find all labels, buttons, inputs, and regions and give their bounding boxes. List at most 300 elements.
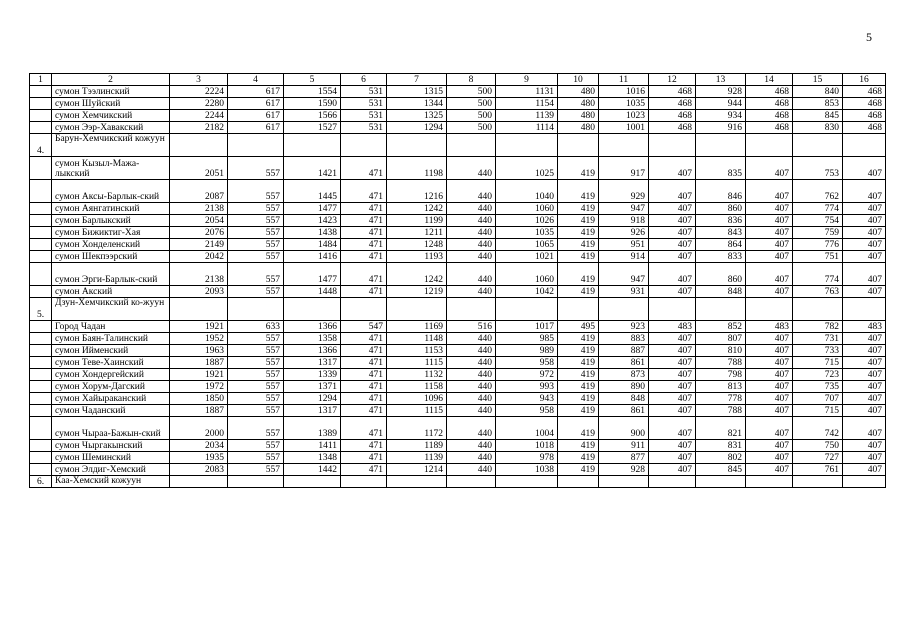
- table-cell: 947: [599, 203, 649, 215]
- table-cell: 1935: [170, 452, 228, 464]
- table-cell: 407: [746, 393, 793, 405]
- table-cell: 900: [599, 417, 649, 440]
- section-number: 4.: [30, 134, 52, 157]
- table-cell: 1018: [496, 440, 558, 452]
- table-cell: 557: [228, 405, 284, 417]
- table-cell: 419: [558, 239, 599, 251]
- table-cell: 1484: [284, 239, 341, 251]
- table-cell: [558, 298, 599, 321]
- row-label: сумон Хонделенский: [52, 239, 170, 251]
- table-cell: 1248: [387, 239, 447, 251]
- table-cell: 419: [558, 215, 599, 227]
- table-cell: 707: [793, 393, 843, 405]
- table-cell: [843, 298, 886, 321]
- table-cell: 1148: [387, 333, 447, 345]
- table-cell: [284, 134, 341, 157]
- table-cell: 873: [599, 369, 649, 381]
- table-cell: 1527: [284, 122, 341, 134]
- table-cell: 480: [558, 86, 599, 98]
- row-number: [30, 381, 52, 393]
- table-cell: 1060: [496, 263, 558, 286]
- page-number: 5: [866, 30, 872, 44]
- table-cell: 471: [341, 357, 387, 369]
- row-label: сумон Акский: [52, 286, 170, 298]
- table-cell: 419: [558, 417, 599, 440]
- table-cell: 440: [447, 417, 496, 440]
- row-label: сумон Аянгатинский: [52, 203, 170, 215]
- table-row: [30, 369, 886, 381]
- table-cell: 958: [496, 357, 558, 369]
- section-title: Дзун-Хемчикский ко-жуун: [52, 298, 170, 321]
- row-number: [30, 203, 52, 215]
- table-cell: 1554: [284, 86, 341, 98]
- column-number-2: 2: [52, 74, 170, 86]
- table-cell: 407: [649, 203, 696, 215]
- table-cell: 557: [228, 369, 284, 381]
- table-cell: [496, 134, 558, 157]
- row-label: сумон Аксы-Барлык-ский: [52, 180, 170, 203]
- table-row: [30, 333, 886, 345]
- table-cell: 419: [558, 405, 599, 417]
- table-cell: 951: [599, 239, 649, 251]
- table-cell: 1963: [170, 345, 228, 357]
- section-number: 6.: [30, 476, 52, 488]
- table-cell: 861: [599, 357, 649, 369]
- table-cell: 1590: [284, 98, 341, 110]
- table-cell: 835: [696, 157, 746, 180]
- table-cell: 798: [696, 369, 746, 381]
- column-number-1: 1: [30, 74, 52, 86]
- table-cell: 958: [496, 405, 558, 417]
- table-cell: 759: [793, 227, 843, 239]
- table-cell: [170, 476, 228, 488]
- table-cell: 407: [746, 357, 793, 369]
- table-row: [30, 464, 886, 476]
- table-cell: [228, 298, 284, 321]
- table-cell: 788: [696, 405, 746, 417]
- table-cell: 407: [649, 333, 696, 345]
- table-cell: 407: [843, 203, 886, 215]
- table-row: [30, 227, 886, 239]
- table-cell: 440: [447, 345, 496, 357]
- table-cell: 1411: [284, 440, 341, 452]
- table-cell: 468: [746, 86, 793, 98]
- table-cell: 813: [696, 381, 746, 393]
- table-cell: 407: [843, 417, 886, 440]
- table-cell: 1131: [496, 86, 558, 98]
- table-row: [30, 110, 886, 122]
- table-cell: 407: [746, 215, 793, 227]
- table-cell: 735: [793, 381, 843, 393]
- table-cell: 471: [341, 405, 387, 417]
- table-cell: 419: [558, 464, 599, 476]
- column-number-14: 14: [746, 74, 793, 86]
- row-number: [30, 369, 52, 381]
- table-cell: 911: [599, 440, 649, 452]
- table-cell: 861: [599, 405, 649, 417]
- table-cell: 1442: [284, 464, 341, 476]
- table-cell: 557: [228, 227, 284, 239]
- table-cell: 1921: [170, 321, 228, 333]
- table-cell: 407: [649, 357, 696, 369]
- table-cell: 1358: [284, 333, 341, 345]
- table-cell: 754: [793, 215, 843, 227]
- table-cell: 1017: [496, 321, 558, 333]
- table-cell: 1016: [599, 86, 649, 98]
- table-cell: [284, 476, 341, 488]
- table-cell: 1001: [599, 122, 649, 134]
- table-cell: [341, 476, 387, 488]
- table-cell: 407: [746, 440, 793, 452]
- table-cell: 1423: [284, 215, 341, 227]
- table-cell: 715: [793, 357, 843, 369]
- row-number: [30, 251, 52, 263]
- row-number: [30, 86, 52, 98]
- table-cell: 407: [649, 286, 696, 298]
- table-cell: 471: [341, 333, 387, 345]
- table-cell: 547: [341, 321, 387, 333]
- table-cell: [696, 134, 746, 157]
- table-cell: 407: [746, 369, 793, 381]
- table-cell: 407: [746, 180, 793, 203]
- table-cell: 407: [746, 227, 793, 239]
- table-cell: 1035: [599, 98, 649, 110]
- column-number-5: 5: [284, 74, 341, 86]
- table-cell: 1189: [387, 440, 447, 452]
- table-cell: 1339: [284, 369, 341, 381]
- table-cell: 1139: [387, 452, 447, 464]
- table-cell: 407: [843, 251, 886, 263]
- table-cell: 407: [843, 464, 886, 476]
- table-cell: 1421: [284, 157, 341, 180]
- table-cell: 500: [447, 98, 496, 110]
- table-cell: 843: [696, 227, 746, 239]
- table-cell: 407: [843, 440, 886, 452]
- column-number-12: 12: [649, 74, 696, 86]
- table-cell: [696, 476, 746, 488]
- table-cell: 1416: [284, 251, 341, 263]
- table-cell: 407: [746, 286, 793, 298]
- table-cell: 557: [228, 251, 284, 263]
- table-cell: 989: [496, 345, 558, 357]
- table-cell: 1023: [599, 110, 649, 122]
- table-cell: 1199: [387, 215, 447, 227]
- table-cell: 419: [558, 251, 599, 263]
- table-cell: 751: [793, 251, 843, 263]
- table-cell: [599, 476, 649, 488]
- table-cell: 471: [341, 452, 387, 464]
- table-cell: 557: [228, 180, 284, 203]
- table-cell: 407: [843, 345, 886, 357]
- column-number-7: 7: [387, 74, 447, 86]
- section-title: Каа-Хемский кожуун: [52, 476, 170, 488]
- row-number: [30, 215, 52, 227]
- table-cell: 918: [599, 215, 649, 227]
- table-row: [30, 98, 886, 110]
- table-cell: 883: [599, 333, 649, 345]
- table-cell: 471: [341, 286, 387, 298]
- section-row: [30, 476, 886, 488]
- table-cell: 1021: [496, 251, 558, 263]
- table-cell: 440: [447, 180, 496, 203]
- table-row: [30, 286, 886, 298]
- table-cell: 440: [447, 157, 496, 180]
- table-cell: 1193: [387, 251, 447, 263]
- table-cell: [696, 298, 746, 321]
- row-number: [30, 333, 52, 345]
- table-cell: 715: [793, 405, 843, 417]
- table-cell: 407: [843, 263, 886, 286]
- table-cell: 1114: [496, 122, 558, 134]
- table-row: [30, 239, 886, 251]
- table-cell: 471: [341, 417, 387, 440]
- table-cell: [228, 134, 284, 157]
- table-cell: 731: [793, 333, 843, 345]
- table-cell: 836: [696, 215, 746, 227]
- table-cell: 1004: [496, 417, 558, 440]
- column-number-8: 8: [447, 74, 496, 86]
- table-cell: 2280: [170, 98, 228, 110]
- row-number: [30, 464, 52, 476]
- table-cell: 407: [843, 333, 886, 345]
- table-cell: 2093: [170, 286, 228, 298]
- row-label: сумон Барлыкский: [52, 215, 170, 227]
- table-cell: 557: [228, 345, 284, 357]
- table-cell: [387, 134, 447, 157]
- column-number-11: 11: [599, 74, 649, 86]
- table-cell: 1344: [387, 98, 447, 110]
- table-cell: 928: [696, 86, 746, 98]
- table-cell: 440: [447, 452, 496, 464]
- row-number: [30, 263, 52, 286]
- table-cell: 1315: [387, 86, 447, 98]
- table-header-row: [30, 74, 886, 86]
- table-cell: 877: [599, 452, 649, 464]
- table-cell: 1216: [387, 180, 447, 203]
- table-cell: 1366: [284, 321, 341, 333]
- section-number: 5.: [30, 298, 52, 321]
- table-cell: [387, 476, 447, 488]
- table-cell: 440: [447, 239, 496, 251]
- row-number: [30, 110, 52, 122]
- table-cell: 407: [649, 452, 696, 464]
- table-cell: 750: [793, 440, 843, 452]
- table-cell: 483: [649, 321, 696, 333]
- table-cell: 807: [696, 333, 746, 345]
- column-number-4: 4: [228, 74, 284, 86]
- table-cell: 407: [649, 381, 696, 393]
- table-cell: 440: [447, 405, 496, 417]
- row-number: [30, 452, 52, 464]
- table-cell: [447, 298, 496, 321]
- table-cell: 2051: [170, 157, 228, 180]
- table-cell: 440: [447, 333, 496, 345]
- table-cell: 468: [649, 86, 696, 98]
- table-cell: 471: [341, 393, 387, 405]
- table-cell: 500: [447, 122, 496, 134]
- table-cell: 419: [558, 369, 599, 381]
- table-cell: 1035: [496, 227, 558, 239]
- table-cell: 407: [746, 381, 793, 393]
- section-title: Барун-Хемчикский кожуун: [52, 134, 170, 157]
- table-cell: 407: [746, 263, 793, 286]
- table-cell: 923: [599, 321, 649, 333]
- table-cell: 419: [558, 227, 599, 239]
- table-cell: 531: [341, 110, 387, 122]
- table-cell: 617: [228, 86, 284, 98]
- row-label: сумон Эрги-Барлык-ский: [52, 263, 170, 286]
- table-cell: 2244: [170, 110, 228, 122]
- table-cell: 557: [228, 286, 284, 298]
- table-cell: 407: [746, 417, 793, 440]
- table-cell: 1219: [387, 286, 447, 298]
- table-cell: 440: [447, 369, 496, 381]
- table-cell: 407: [649, 440, 696, 452]
- table-cell: 617: [228, 98, 284, 110]
- table-cell: 440: [447, 393, 496, 405]
- table-cell: 1438: [284, 227, 341, 239]
- table-cell: [843, 134, 886, 157]
- table-cell: 733: [793, 345, 843, 357]
- table-cell: 848: [696, 286, 746, 298]
- table-cell: 2083: [170, 464, 228, 476]
- table-cell: [746, 298, 793, 321]
- table-cell: 407: [843, 369, 886, 381]
- row-label: сумон Баян-Талинский: [52, 333, 170, 345]
- table-cell: 1153: [387, 345, 447, 357]
- table-cell: 557: [228, 381, 284, 393]
- table-cell: 617: [228, 122, 284, 134]
- table-cell: 1115: [387, 405, 447, 417]
- table-cell: 419: [558, 180, 599, 203]
- table-cell: 1448: [284, 286, 341, 298]
- table-cell: 833: [696, 251, 746, 263]
- table-cell: 468: [843, 122, 886, 134]
- table-cell: [793, 298, 843, 321]
- table-cell: 407: [843, 393, 886, 405]
- table-cell: 1115: [387, 357, 447, 369]
- table-cell: [558, 134, 599, 157]
- table-cell: 557: [228, 203, 284, 215]
- table-cell: 848: [599, 393, 649, 405]
- row-number: [30, 286, 52, 298]
- table-cell: 778: [696, 393, 746, 405]
- table-cell: 845: [793, 110, 843, 122]
- table-cell: [341, 134, 387, 157]
- table-cell: 471: [341, 464, 387, 476]
- table-cell: 753: [793, 157, 843, 180]
- table-cell: 1038: [496, 464, 558, 476]
- table-cell: 776: [793, 239, 843, 251]
- table-cell: 407: [649, 239, 696, 251]
- table-cell: 633: [228, 321, 284, 333]
- table-cell: 407: [843, 239, 886, 251]
- table-cell: 1242: [387, 263, 447, 286]
- table-cell: 723: [793, 369, 843, 381]
- table-cell: 831: [696, 440, 746, 452]
- table-cell: 802: [696, 452, 746, 464]
- table-cell: 557: [228, 239, 284, 251]
- table-cell: 914: [599, 251, 649, 263]
- row-label: сумон Чаданский: [52, 405, 170, 417]
- table-cell: 830: [793, 122, 843, 134]
- table-cell: [793, 134, 843, 157]
- table-cell: 471: [341, 345, 387, 357]
- table-cell: 557: [228, 440, 284, 452]
- row-number: [30, 227, 52, 239]
- table-cell: 468: [649, 122, 696, 134]
- row-label: сумон Хемчикский: [52, 110, 170, 122]
- table-cell: 761: [793, 464, 843, 476]
- table-cell: 929: [599, 180, 649, 203]
- row-label: сумон Бижиктиг-Хая: [52, 227, 170, 239]
- table-cell: 1294: [284, 393, 341, 405]
- table-cell: 2034: [170, 440, 228, 452]
- table-cell: 916: [696, 122, 746, 134]
- table-cell: [746, 476, 793, 488]
- table-cell: 440: [447, 357, 496, 369]
- table-cell: 852: [696, 321, 746, 333]
- table-cell: 440: [447, 263, 496, 286]
- table-cell: 471: [341, 203, 387, 215]
- table-row: [30, 440, 886, 452]
- row-number: [30, 122, 52, 134]
- column-number-10: 10: [558, 74, 599, 86]
- table-cell: 419: [558, 381, 599, 393]
- table-cell: 1060: [496, 203, 558, 215]
- table-cell: 1211: [387, 227, 447, 239]
- table-cell: 864: [696, 239, 746, 251]
- table-cell: [387, 298, 447, 321]
- table-cell: 407: [843, 452, 886, 464]
- table-row: [30, 86, 886, 98]
- table-cell: 407: [746, 251, 793, 263]
- row-label: сумон Хондергейский: [52, 369, 170, 381]
- table-cell: 407: [843, 157, 886, 180]
- row-label: сумон Хорум-Дагский: [52, 381, 170, 393]
- table-cell: 531: [341, 122, 387, 134]
- table-cell: 742: [793, 417, 843, 440]
- table-cell: 419: [558, 345, 599, 357]
- table-cell: 853: [793, 98, 843, 110]
- table-cell: 440: [447, 440, 496, 452]
- table-cell: [843, 476, 886, 488]
- row-label: сумон Элдиг-Хемский: [52, 464, 170, 476]
- table-cell: [558, 476, 599, 488]
- row-label: Город Чадан: [52, 321, 170, 333]
- table-cell: 516: [447, 321, 496, 333]
- table-cell: 845: [696, 464, 746, 476]
- table-cell: 471: [341, 369, 387, 381]
- table-cell: 2138: [170, 203, 228, 215]
- table-row: [30, 393, 886, 405]
- table-cell: 557: [228, 215, 284, 227]
- table-cell: 2042: [170, 251, 228, 263]
- table-cell: 440: [447, 203, 496, 215]
- table-cell: 440: [447, 464, 496, 476]
- table-cell: 1158: [387, 381, 447, 393]
- table-cell: 407: [649, 251, 696, 263]
- table-cell: 1294: [387, 122, 447, 134]
- table-cell: 917: [599, 157, 649, 180]
- table-cell: 471: [341, 227, 387, 239]
- table-cell: 407: [649, 215, 696, 227]
- table-cell: 407: [746, 203, 793, 215]
- row-number: [30, 440, 52, 452]
- table-cell: 407: [649, 369, 696, 381]
- table-row: [30, 345, 886, 357]
- table-cell: 1214: [387, 464, 447, 476]
